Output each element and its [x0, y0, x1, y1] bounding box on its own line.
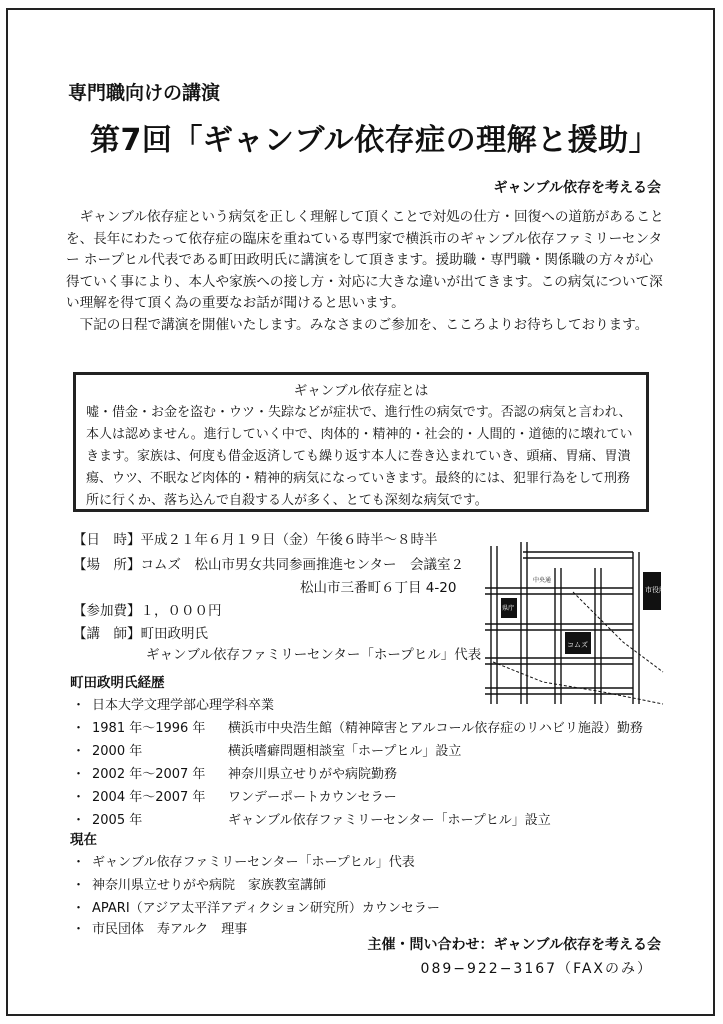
- contact-line: 主催・問い合わせ：ギャンブル依存を考える会: [367, 937, 661, 953]
- current-item-2: ・ 神奈川県立せりがや病院 家族教室講師: [72, 878, 327, 893]
- lecturer-title: ギャンブル依存ファミリーセンター「ホープヒル」代表: [146, 647, 482, 663]
- map-label-venue: コムズ: [567, 641, 588, 649]
- lecturer-label: 【講 師】: [73, 626, 141, 642]
- bio-item-3: ・ 2000 年 横浜嗜癖問題相談室「ホープヒル」設立: [72, 744, 462, 759]
- place-row: [73, 553, 464, 573]
- map-background: [483, 532, 670, 710]
- bio-item-2: ・ 1981 年～1996 年 横浜市中央浩生館（精神障害とアルコール依存症のリハビリ施設）勤務: [72, 721, 643, 736]
- current-item-3: ・ APARI（アジア太平洋アディクション研究所）カウンセラー: [72, 901, 440, 916]
- address-row: [300, 576, 456, 596]
- lecturer-row: [73, 622, 208, 642]
- intro-paragraph-2: 下記の日程で講演を開催いたします。みなさまのご参加を、こころよりお待ちしております。: [79, 316, 649, 333]
- definition-body: 嘘・借金・お金を盗む・ウツ・失踪などが症状で、進行性の病気です。否認の病気と言われ、本人は認めません。進行していく中で、肉体的・精神的・社会的・人間的・道徳的に壊れていきます。家族は、何度も借金返済しても繰り返す本人に巻き込まれていき、頭痛、胃痛、胃潰瘍、ウツ、不眠など肉体的・精神的病気になっていきます。最終的には、犯罪行為をして刑務所に行くか、落ち込んで自殺する人が多く、とても深刻な病気です。: [86, 405, 633, 508]
- definition-box: [73, 372, 649, 512]
- access-map: [483, 532, 670, 710]
- current-heading: 現在: [70, 832, 97, 848]
- current-item-1: ・ ギャンブル依存ファミリーセンター「ホープヒル」代表: [72, 855, 415, 870]
- bio-item-1: ・ 日本大学文理学部心理学科卒業: [72, 698, 275, 713]
- intro-paragraph-1: ギャンブル依存症という病気を正しく理解して頂くことで対処の仕方・回復への道筋があることを、長年にわたって依存症の臨床を重ねている専門家で横浜市のギャンブル依存ファミリーセンター ホープヒル代表である町田政明氏に講演をして頂きます。援助職・専門職・関係職の方々が心得ていく事により、本人や家族への接し方・対応に大きな違いが出てきます。この病気について深い理解を得て頂く為の重要なお話が聞けると思います。: [66, 209, 664, 311]
- date-row: [73, 528, 438, 548]
- lecturer-title-row: [146, 643, 481, 663]
- map-label-street: 中央通: [533, 577, 552, 584]
- current-item-4: ・ 市民団体 寿アルク 理事: [72, 922, 248, 937]
- bio-heading: 町田政明氏経歴: [70, 675, 165, 691]
- date-value: 平成２１年６月１９日（金）午後６時半～８時半: [140, 532, 438, 548]
- place-value: コムズ 松山市男女共同参画推進センター 会議室２: [140, 557, 464, 573]
- fee-value: １，０００円: [140, 603, 222, 619]
- address-value: 松山市三番町６丁目 4-20: [300, 580, 457, 596]
- bio-item-4: ・ 2002 年～2007 年 神奈川県立せりがや病院勤務: [72, 767, 398, 782]
- event-title: 第7回「ギャンブル依存症の理解と援助」: [90, 123, 660, 158]
- intro-text: [66, 207, 666, 336]
- definition-title: ギャンブル依存症とは: [293, 383, 429, 399]
- bio-item-6: ・ 2005 年 ギャンブル依存ファミリーセンター「ホープヒル」設立: [72, 813, 551, 828]
- organizer-name: ギャンブル依存を考える会: [493, 180, 661, 196]
- bio-item-5: ・ 2004 年～2007 年 ワンデーポートカウンセラー: [72, 790, 397, 805]
- place-label: 【場 所】: [73, 557, 141, 573]
- phone-line: 089−922−3167（FAXのみ）: [420, 961, 653, 977]
- fee-label: 【参加費】: [73, 603, 141, 619]
- map-label-pref: 県庁: [502, 605, 515, 612]
- fee-row: [73, 599, 222, 619]
- map-label-cityhall: 市役所: [645, 586, 666, 594]
- date-label: 【日 時】: [73, 532, 141, 548]
- event-subtitle: 専門職向けの講演: [68, 82, 221, 104]
- lecturer-value: 町田政明氏: [140, 626, 208, 642]
